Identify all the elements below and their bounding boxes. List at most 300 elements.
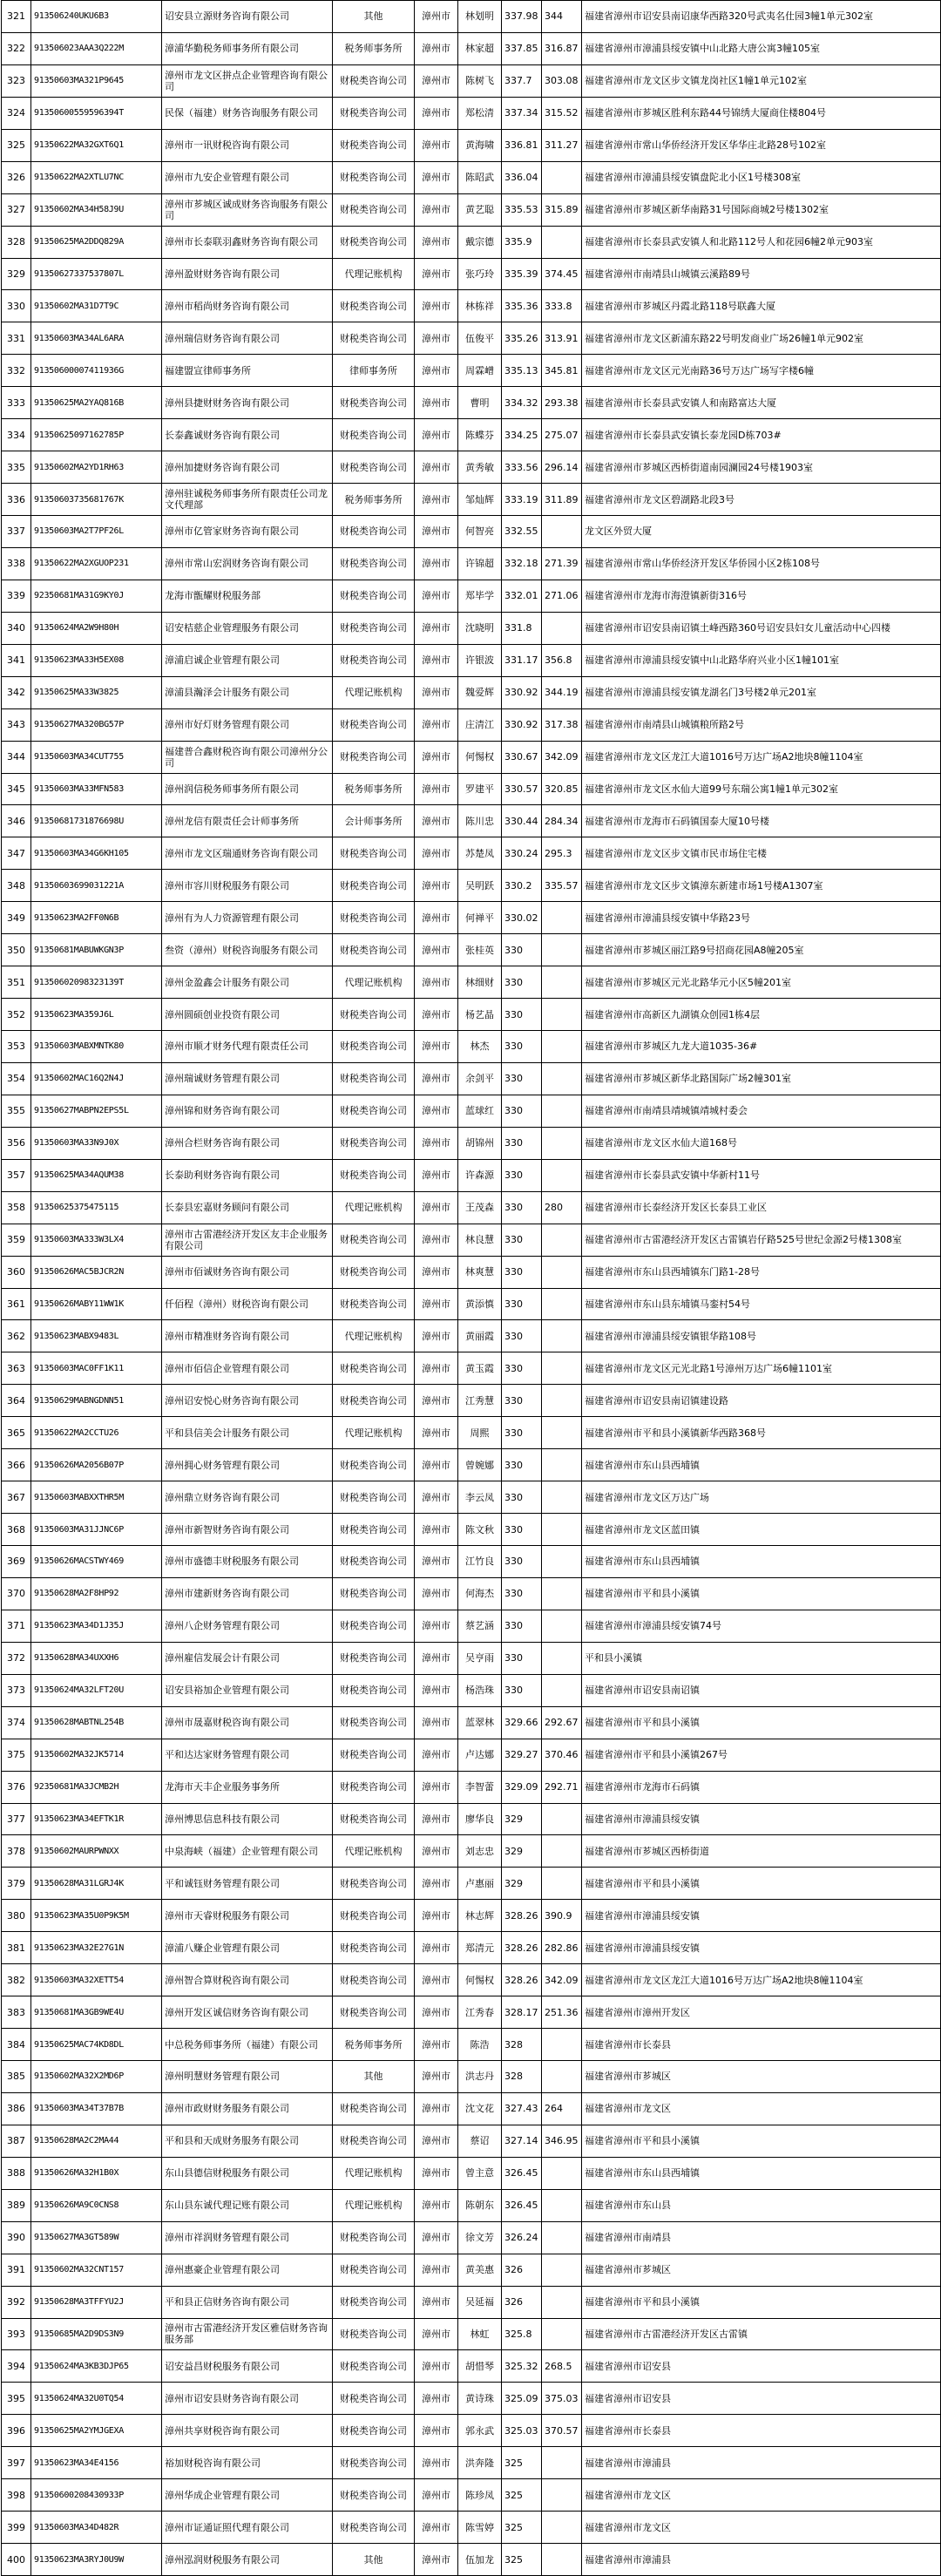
credit-code-cell: 91350624MA32U0TQ54 [31, 2383, 162, 2415]
org-type-cell: 财税类咨询公司 [333, 837, 415, 870]
table-row [2, 1610, 941, 1642]
score-1-cell: 332.01 [502, 580, 542, 612]
score-2-cell [542, 516, 582, 548]
table-row [2, 387, 941, 419]
org-type-cell: 财税类咨询公司 [333, 2254, 415, 2286]
credit-code-cell: 91350603MA32XETT54 [31, 1964, 162, 1996]
table-row [2, 2157, 941, 2189]
credit-code-cell: 913506023AAA3Q222M [31, 32, 162, 64]
city-cell: 漳州市 [415, 290, 458, 322]
address-cell: 福建省漳州市平和县小溪镇新华西路368号 [582, 1417, 941, 1449]
table-row [2, 1288, 941, 1320]
score-1-cell: 335.13 [502, 355, 542, 387]
score-2-cell [542, 1417, 582, 1449]
row-number-cell: 394 [2, 2350, 31, 2383]
address-cell: 福建省漳州市诏安县 [582, 2383, 941, 2415]
score-1-cell: 335.26 [502, 322, 542, 355]
city-cell: 漳州市 [415, 2544, 458, 2576]
score-2-cell [542, 2061, 582, 2093]
city-cell: 漳州市 [415, 644, 458, 676]
score-1-cell: 336.04 [502, 161, 542, 193]
score-2-cell [542, 934, 582, 966]
address-cell: 福建省漳州市漳浦县绥安镇龙湖名门3号楼2单元201室 [582, 676, 941, 708]
score-2-cell: 335.57 [542, 870, 582, 902]
org-type-cell: 财税类咨询公司 [333, 1062, 415, 1095]
org-type-cell: 财税类咨询公司 [333, 97, 415, 129]
address-cell: 福建省漳州市漳浦县 [582, 2544, 941, 2576]
company-name-cell: 漳州市芗城区诚成财务咨询服务有限公司 [162, 193, 333, 226]
score-1-cell: 330 [502, 1288, 542, 1320]
row-number-cell: 387 [2, 2125, 31, 2157]
org-type-cell: 财税类咨询公司 [333, 1642, 415, 1674]
address-cell: 福建省漳州市长泰县武安镇长泰龙园D栋703# [582, 419, 941, 451]
score-2-cell: 356.8 [542, 644, 582, 676]
company-name-cell: 漳州龙信有限责任会计师事务所 [162, 805, 333, 837]
city-cell: 漳州市 [415, 387, 458, 419]
city-cell: 漳州市 [415, 2092, 458, 2125]
row-number-cell: 393 [2, 2318, 31, 2350]
address-cell: 福建省漳州市龙文区水仙大道168号 [582, 1127, 941, 1159]
score-2-cell: 313.91 [542, 322, 582, 355]
city-cell: 漳州市 [415, 805, 458, 837]
company-name-cell: 平和县信美会计服务有限公司 [162, 1417, 333, 1449]
row-number-cell: 342 [2, 676, 31, 708]
row-number-cell: 347 [2, 837, 31, 870]
row-number-cell: 332 [2, 355, 31, 387]
city-cell: 漳州市 [415, 902, 458, 934]
company-name-cell: 漳州泓润财税服务有限公司 [162, 2544, 333, 2576]
credit-code-cell: 913506240UKU6B3 [31, 1, 162, 33]
address-cell: 福建省漳州市古雷港经济开发区古雷镇 [582, 2318, 941, 2350]
score-2-cell [542, 2221, 582, 2254]
address-cell: 福建省漳州市东山县东埔镇马銮村54号 [582, 1288, 941, 1320]
score-1-cell: 328.26 [502, 1964, 542, 1996]
city-cell: 漳州市 [415, 2061, 458, 2093]
table-row [2, 2544, 941, 2576]
score-1-cell: 329 [502, 1803, 542, 1835]
row-number-cell: 345 [2, 773, 31, 805]
table-row [2, 64, 941, 97]
score-2-cell: 292.67 [542, 1706, 582, 1739]
score-2-cell: 275.07 [542, 419, 582, 451]
score-1-cell: 330 [502, 1127, 542, 1159]
table-row [2, 1835, 941, 1868]
address-cell: 福建省漳州市龙文区水仙大道99号东瑞公寓1幢1单元302室 [582, 773, 941, 805]
representative-cell: 江秀春 [458, 1996, 502, 2029]
table-row [2, 1320, 941, 1352]
credit-code-cell: 91350681731876698U [31, 805, 162, 837]
address-cell: 福建省漳州市漳浦县绥安镇中山北路华府兴业小区1幢101室 [582, 644, 941, 676]
company-name-cell: 漳州市好灯财务管理有限公司 [162, 708, 333, 741]
score-2-cell [542, 1256, 582, 1288]
score-1-cell: 330.02 [502, 902, 542, 934]
representative-cell: 何惕权 [458, 1964, 502, 1996]
table-row [2, 1546, 941, 1578]
score-1-cell: 327.14 [502, 2125, 542, 2157]
org-type-cell: 财税类咨询公司 [333, 1514, 415, 1546]
address-cell: 福建省漳州市平和县小溪镇 [582, 2286, 941, 2318]
table-row [2, 2383, 941, 2415]
representative-cell: 黄海啸 [458, 129, 502, 161]
company-name-cell: 中泉海峡（福建）企业管理有限公司 [162, 1835, 333, 1868]
credit-code-cell: 91350623MABX9483L [31, 1320, 162, 1352]
row-number-cell: 352 [2, 999, 31, 1031]
org-type-cell: 财税类咨询公司 [333, 934, 415, 966]
city-cell: 漳州市 [415, 1932, 458, 1964]
city-cell: 漳州市 [415, 1610, 458, 1642]
credit-code-cell: 91350603MA34T37B7B [31, 2092, 162, 2125]
company-name-cell: 漳州县捷财财务咨询有限公司 [162, 387, 333, 419]
credit-code-cell: 91350623MA3RYJ0U9W [31, 2544, 162, 2576]
org-type-cell: 财税类咨询公司 [333, 1095, 415, 1127]
score-1-cell: 333.19 [502, 484, 542, 516]
score-1-cell: 330 [502, 1577, 542, 1610]
org-type-cell: 财税类咨询公司 [333, 547, 415, 580]
row-number-cell: 351 [2, 966, 31, 999]
company-name-cell: 平和县和天成财务服务有限公司 [162, 2125, 333, 2157]
credit-code-cell: 91350623MA359J6L [31, 999, 162, 1031]
representative-cell: 林杰 [458, 1031, 502, 1063]
city-cell: 漳州市 [415, 2350, 458, 2383]
score-1-cell: 326.45 [502, 2157, 542, 2189]
score-1-cell: 327.43 [502, 2092, 542, 2125]
company-name-cell: 中总税务师事务所（福建）有限公司 [162, 2029, 333, 2061]
org-type-cell: 财税类咨询公司 [333, 2383, 415, 2415]
address-cell: 福建省漳州市龙文区万达广场 [582, 1481, 941, 1514]
city-cell: 漳州市 [415, 1964, 458, 1996]
company-name-cell: 漳州市顺才财务代理有限责任公司 [162, 1031, 333, 1063]
address-cell: 福建省漳州市漳州开发区 [582, 1996, 941, 2029]
table-row [2, 1031, 941, 1063]
row-number-cell: 336 [2, 484, 31, 516]
credit-code-cell: 91350622MA2XGUOP231 [31, 547, 162, 580]
score-2-cell: 344 [542, 1, 582, 33]
representative-cell: 郑毕学 [458, 580, 502, 612]
score-1-cell: 330 [502, 1642, 542, 1674]
table-row [2, 741, 941, 773]
org-type-cell: 其他 [333, 2061, 415, 2093]
score-2-cell [542, 1224, 582, 1256]
city-cell: 漳州市 [415, 1191, 458, 1224]
representative-cell: 曾婉娜 [458, 1449, 502, 1481]
org-type-cell: 其他 [333, 2544, 415, 2576]
city-cell: 漳州市 [415, 966, 458, 999]
row-number-cell: 354 [2, 1062, 31, 1095]
table-row [2, 1932, 941, 1964]
address-cell: 福建省漳州市诏安县南诏镇土峰西路360号诏安县妇女儿童活动中心四楼 [582, 612, 941, 644]
address-cell: 福建省漳州市龙海市石码镇 [582, 1771, 941, 1803]
table-row [2, 193, 941, 226]
credit-code-cell: 91350627337537807L [31, 258, 162, 290]
score-1-cell: 328.26 [502, 1900, 542, 1932]
address-cell: 福建省漳州市芗城区九龙大道1035-36# [582, 1031, 941, 1063]
credit-code-cell: 91350602MA32X2MD6P [31, 2061, 162, 2093]
org-type-cell: 财税类咨询公司 [333, 870, 415, 902]
credit-code-cell: 91350626MACSTWY469 [31, 1546, 162, 1578]
row-number-cell: 376 [2, 1771, 31, 1803]
company-name-cell: 漳浦华勤税务师事务所有限公司 [162, 32, 333, 64]
representative-cell: 黄艺聪 [458, 193, 502, 226]
score-2-cell: 370.57 [542, 2415, 582, 2447]
address-cell: 福建省漳州市南靖县 [582, 2221, 941, 2254]
company-name-cell: 平和县正信财务咨询有限公司 [162, 2286, 333, 2318]
score-2-cell [542, 226, 582, 258]
table-row [2, 1417, 941, 1449]
score-1-cell: 337.34 [502, 97, 542, 129]
credit-code-cell: 91350624MA2W9H80H [31, 612, 162, 644]
address-cell: 福建省漳州市龙文区龙江大道1016号万达广场A2地块8幢1104室 [582, 741, 941, 773]
company-name-cell: 漳州市长泰联羽鑫财务咨询有限公司 [162, 226, 333, 258]
city-cell: 漳州市 [415, 1095, 458, 1127]
table-row [2, 1706, 941, 1739]
representative-cell: 许银波 [458, 644, 502, 676]
table-row [2, 644, 941, 676]
score-2-cell: 344.19 [542, 676, 582, 708]
score-2-cell [542, 1352, 582, 1385]
city-cell: 漳州市 [415, 64, 458, 97]
org-type-cell: 财税类咨询公司 [333, 129, 415, 161]
representative-cell: 胡锦州 [458, 1127, 502, 1159]
representative-cell: 林栋祥 [458, 290, 502, 322]
company-name-cell: 诏安县裕加企业管理有限公司 [162, 1674, 333, 1706]
row-number-cell: 359 [2, 1224, 31, 1256]
table-row [2, 1996, 941, 2029]
score-1-cell: 334.25 [502, 419, 542, 451]
score-2-cell [542, 1835, 582, 1868]
org-type-cell: 代理记账机构 [333, 1191, 415, 1224]
org-type-cell: 财税类咨询公司 [333, 612, 415, 644]
score-1-cell: 336.81 [502, 129, 542, 161]
credit-code-cell: 91350603MA2T7PF26L [31, 516, 162, 548]
company-name-cell: 漳州市佰诚财务咨询有限公司 [162, 1256, 333, 1288]
row-number-cell: 374 [2, 1706, 31, 1739]
representative-cell: 黄秀敏 [458, 451, 502, 484]
org-type-cell: 财税类咨询公司 [333, 161, 415, 193]
table-row [2, 2221, 941, 2254]
credit-code-cell: 91350626MA9C0CNS8 [31, 2189, 162, 2221]
credit-code-cell: 91350600007411936G [31, 355, 162, 387]
score-2-cell: 333.8 [542, 290, 582, 322]
company-name-cell: 漳州瑞诚财务管理有限公司 [162, 1062, 333, 1095]
table-row [2, 1256, 941, 1288]
score-2-cell [542, 902, 582, 934]
credit-code-cell: 91350603MAC0FF1K11 [31, 1352, 162, 1385]
representative-cell: 戴宗德 [458, 226, 502, 258]
company-name-cell: 漳州智合算财税咨询有限公司 [162, 1964, 333, 1996]
table-row [2, 290, 941, 322]
credit-code-cell: 91350603MA34AL6ARA [31, 322, 162, 355]
address-cell: 福建省漳州市龙文区新浦东路22号明发商业广场26幢1单元902室 [582, 322, 941, 355]
credit-code-cell: 91350603735681767K [31, 484, 162, 516]
city-cell: 漳州市 [415, 193, 458, 226]
org-type-cell: 财税类咨询公司 [333, 1964, 415, 1996]
org-type-cell: 财税类咨询公司 [333, 1159, 415, 1191]
table-row [2, 773, 941, 805]
table-row [2, 966, 941, 999]
address-cell: 福建省漳州市芗城区丽江路9号招商花园A8幢205室 [582, 934, 941, 966]
company-name-cell: 东山县德信财税服务有限公司 [162, 2157, 333, 2189]
row-number-cell: 395 [2, 2383, 31, 2415]
city-cell: 漳州市 [415, 1127, 458, 1159]
credit-code-cell: 91350681MABUWKGN3P [31, 934, 162, 966]
address-cell: 福建省漳州市芗城区 [582, 2061, 941, 2093]
representative-cell: 李智蕾 [458, 1771, 502, 1803]
score-2-cell [542, 2447, 582, 2479]
company-name-cell: 漳州市天睿财税服务有限公司 [162, 1900, 333, 1932]
score-1-cell: 330.44 [502, 805, 542, 837]
score-1-cell: 330 [502, 1191, 542, 1224]
company-name-cell: 漳州开发区诚信财务咨询有限公司 [162, 1996, 333, 2029]
table-body [2, 1, 941, 2576]
score-1-cell: 330.57 [502, 773, 542, 805]
row-number-cell: 381 [2, 1932, 31, 1964]
company-name-cell: 福建盟宣律师事务所 [162, 355, 333, 387]
city-cell: 漳州市 [415, 999, 458, 1031]
score-2-cell [542, 2254, 582, 2286]
credit-code-cell: 91350628MA2C2MA44 [31, 2125, 162, 2157]
company-name-cell: 漳州市一讯财税咨询有限公司 [162, 129, 333, 161]
row-number-cell: 330 [2, 290, 31, 322]
score-2-cell [542, 612, 582, 644]
city-cell: 漳州市 [415, 1256, 458, 1288]
score-2-cell [542, 2286, 582, 2318]
org-type-cell: 财税类咨询公司 [333, 1256, 415, 1288]
table-row [2, 1159, 941, 1191]
org-type-cell: 财税类咨询公司 [333, 2221, 415, 2254]
org-type-cell: 代理记账机构 [333, 676, 415, 708]
credit-code-cell: 91350603MA33MFN583 [31, 773, 162, 805]
row-number-cell: 390 [2, 2221, 31, 2254]
representative-cell: 郑松清 [458, 97, 502, 129]
table-row [2, 97, 941, 129]
credit-code-cell: 91350603MA33N9J0X [31, 1127, 162, 1159]
city-cell: 漳州市 [415, 355, 458, 387]
row-number-cell: 375 [2, 1739, 31, 1771]
org-type-cell: 税务师事务所 [333, 2029, 415, 2061]
company-name-cell: 漳州加捷财务咨询有限公司 [162, 451, 333, 484]
representative-cell: 江秀慧 [458, 1385, 502, 1417]
credit-code-cell: 91350600559596394T [31, 97, 162, 129]
city-cell: 漳州市 [415, 1803, 458, 1835]
row-number-cell: 333 [2, 387, 31, 419]
city-cell: 漳州市 [415, 1, 458, 33]
score-2-cell: 293.38 [542, 387, 582, 419]
row-number-cell: 370 [2, 1577, 31, 1610]
row-number-cell: 377 [2, 1803, 31, 1835]
company-name-cell: 漳州共享财税咨询有限公司 [162, 2415, 333, 2447]
city-cell: 漳州市 [415, 97, 458, 129]
address-cell: 福建省漳州市东山县西埔镇 [582, 2157, 941, 2189]
address-cell: 福建省漳州市平和县小溪镇 [582, 1868, 941, 1900]
row-number-cell: 341 [2, 644, 31, 676]
address-cell: 福建省漳州市漳浦县绥安镇中山北路大唐公寓3幢105室 [582, 32, 941, 64]
score-2-cell: 317.38 [542, 708, 582, 741]
representative-cell: 蓝翠林 [458, 1706, 502, 1739]
org-type-cell: 财税类咨询公司 [333, 644, 415, 676]
company-name-cell: 漳州市亿管家财务咨询有限公司 [162, 516, 333, 548]
table-row [2, 2286, 941, 2318]
score-1-cell: 330 [502, 966, 542, 999]
row-number-cell: 339 [2, 580, 31, 612]
address-cell: 福建省漳州市长泰县 [582, 2029, 941, 2061]
city-cell: 漳州市 [415, 676, 458, 708]
address-cell: 福建省漳州市漳浦县绥安镇中华路23号 [582, 902, 941, 934]
org-type-cell: 财税类咨询公司 [333, 1352, 415, 1385]
org-type-cell: 财税类咨询公司 [333, 1932, 415, 1964]
address-cell: 平和县小溪镇 [582, 1642, 941, 1674]
row-number-cell: 386 [2, 2092, 31, 2125]
representative-cell: 陈文秋 [458, 1514, 502, 1546]
representative-cell: 林良慧 [458, 1224, 502, 1256]
score-1-cell: 330 [502, 1320, 542, 1352]
table-row [2, 2415, 941, 2447]
representative-cell: 陈浩 [458, 2029, 502, 2061]
representative-cell: 沈文花 [458, 2092, 502, 2125]
representative-cell: 庄清江 [458, 708, 502, 741]
score-2-cell [542, 966, 582, 999]
org-type-cell: 财税类咨询公司 [333, 1771, 415, 1803]
score-2-cell [542, 1868, 582, 1900]
city-cell: 漳州市 [415, 2221, 458, 2254]
address-cell: 福建省漳州市龙文区碧湖路北段3号 [582, 484, 941, 516]
city-cell: 漳州市 [415, 1868, 458, 1900]
row-number-cell: 361 [2, 1288, 31, 1320]
score-1-cell: 330 [502, 1610, 542, 1642]
company-name-cell: 漳州驻诚税务师事务所有限责任公司龙文代理部 [162, 484, 333, 516]
city-cell: 漳州市 [415, 2254, 458, 2286]
score-1-cell: 332.55 [502, 516, 542, 548]
score-1-cell: 330 [502, 1159, 542, 1191]
address-cell: 福建省漳州市漳浦县绥安镇 [582, 1803, 941, 1835]
credit-code-cell: 91350627MA3GT589W [31, 2221, 162, 2254]
score-2-cell: 375.03 [542, 2383, 582, 2415]
score-2-cell: 284.34 [542, 805, 582, 837]
table-row [2, 1739, 941, 1771]
row-number-cell: 384 [2, 2029, 31, 2061]
score-2-cell [542, 1514, 582, 1546]
address-cell: 福建省漳州市漳浦县 [582, 2447, 941, 2479]
credit-code-cell: 91350603MA34CUT755 [31, 741, 162, 773]
credit-code-cell: 91350626MABY11WW1K [31, 1288, 162, 1320]
representative-cell: 吴延福 [458, 2286, 502, 2318]
representative-cell: 林虹 [458, 2318, 502, 2350]
company-name-cell: 漳州圆硕创业投资有限公司 [162, 999, 333, 1031]
table-row [2, 2189, 941, 2221]
table-row [2, 1868, 941, 1900]
address-cell: 福建省漳州市龙文区蓝田镇 [582, 1514, 941, 1546]
score-2-cell: 271.06 [542, 580, 582, 612]
city-cell: 漳州市 [415, 773, 458, 805]
score-1-cell: 330 [502, 1256, 542, 1288]
company-name-cell: 漳州鼎立财务咨询有限公司 [162, 1481, 333, 1514]
row-number-cell: 392 [2, 2286, 31, 2318]
table-row [2, 226, 941, 258]
score-2-cell [542, 2029, 582, 2061]
company-name-cell: 漳州市古雷港经济开发区雅信财务咨询服务部 [162, 2318, 333, 2350]
org-type-cell: 财税类咨询公司 [333, 2350, 415, 2383]
table-row [2, 451, 941, 484]
credit-code-cell: 91350681MA3GB9WE4U [31, 1996, 162, 2029]
score-1-cell: 330.24 [502, 837, 542, 870]
score-1-cell: 328.26 [502, 1932, 542, 1964]
company-name-cell: 漳州华成企业管理有限公司 [162, 2479, 333, 2512]
credit-code-cell: 91350603MA31JJNC6P [31, 1514, 162, 1546]
org-type-cell: 代理记账机构 [333, 258, 415, 290]
row-number-cell: 334 [2, 419, 31, 451]
score-1-cell: 329 [502, 1868, 542, 1900]
org-type-cell: 财税类咨询公司 [333, 2415, 415, 2447]
org-type-cell: 财税类咨询公司 [333, 1224, 415, 1256]
